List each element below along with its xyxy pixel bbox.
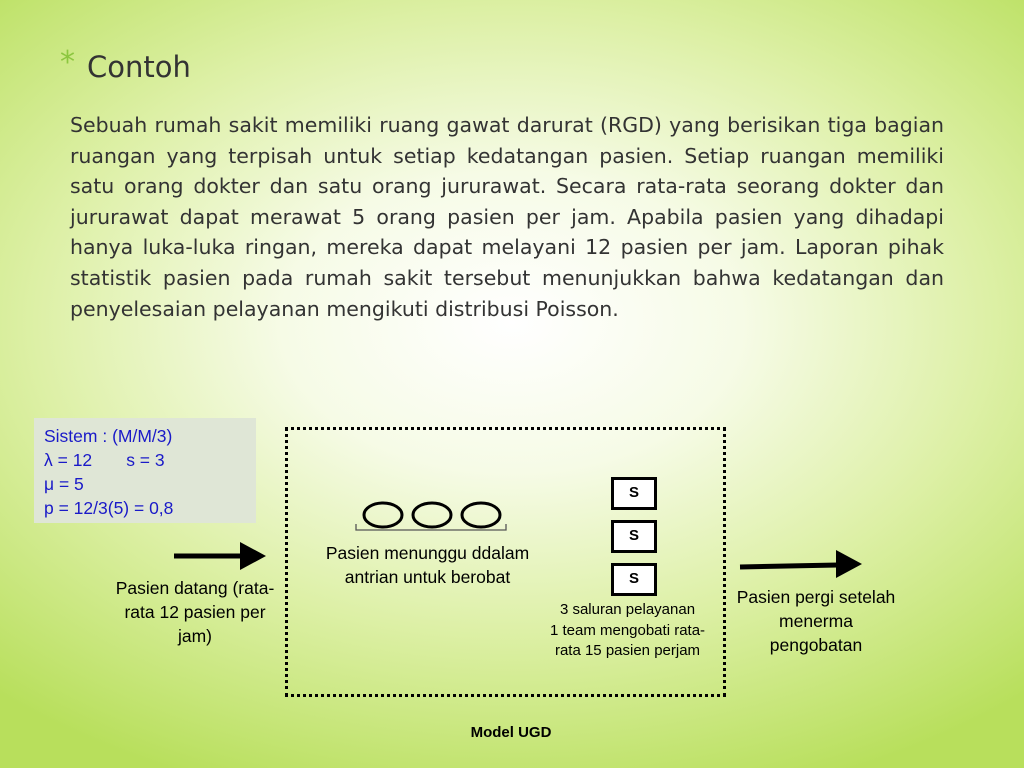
diagram-caption: Model UGD	[470, 724, 552, 741]
arrival-label: Pasien datang (rata-rata 12 pasien per jam)	[115, 578, 275, 646]
server-box-1: S	[611, 477, 657, 510]
bullet-asterisk: *	[60, 45, 75, 80]
channels-label	[530, 600, 725, 662]
queue-patient-circle	[413, 503, 451, 527]
body-paragraph: Sebuah rumah sakit memiliki ruang gawat darurat (RGD) yang berisikan tiga bagian ruangan yang terpisah untuk setiap kedatangan pasien. Setiap ruangan memiliki satu orang dokter dan satu orang jururawat. Secara rata-rata seorang dokter dan jururawat dapat merawat 5 orang pasien per jam. Apabila pasien yang dihadapi hanya luka-luka ringan, mereka dapat melayani 12 pasien per jam. Laporan pihak statistik pasien pada rumah sakit tersebut menunjukkan bahwa kedatangan dan penyelesaian pelayanan mengikuti distribusi Poisson.	[70, 113, 944, 321]
channels-label-line: 3 saluran pelayanan	[559, 601, 696, 618]
queue-label: Pasien menunggu ddalam antrian untuk berobat	[325, 543, 530, 587]
channels-label-line: rata 15 pasien perjam	[554, 642, 701, 659]
system-line-mu: μ = 5	[44, 474, 84, 494]
server-box-3: S	[611, 563, 657, 596]
system-line-lambda: λ = 12 s = 3	[44, 450, 165, 470]
queue-patient-circle	[364, 503, 402, 527]
departure-arrow	[740, 550, 862, 578]
system-line-rho: p = 12/3(5) = 0,8	[44, 498, 174, 518]
departure-label: Pasien pergi setelah menerma pengobatan	[736, 587, 896, 655]
system-line-model: Sistem : (M/M/3)	[44, 426, 173, 446]
arrival-arrow	[174, 542, 266, 570]
queue-patient-circle	[462, 503, 500, 527]
server-box-2: S	[611, 520, 657, 553]
slide-title: Contoh	[87, 50, 191, 84]
channels-label-line: 1 team mengobati rata-	[549, 621, 706, 639]
